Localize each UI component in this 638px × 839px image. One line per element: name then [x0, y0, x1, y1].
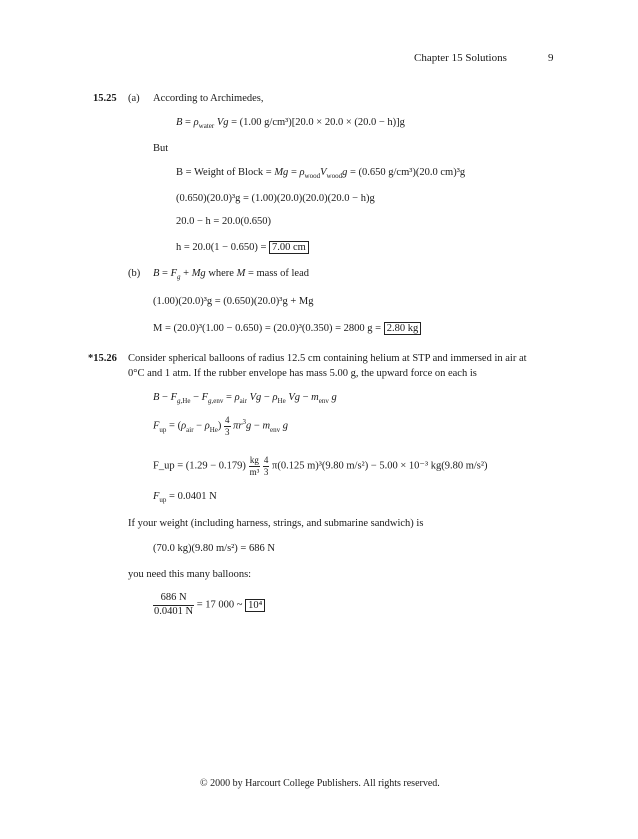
answer-box: 10⁴	[245, 599, 265, 612]
equation-rhs: (0.650 g/cm³)(20.0 cm)³g	[358, 167, 466, 178]
part-a-label: (a)	[128, 93, 140, 104]
balloon-count-value: = 17 000 ~	[196, 599, 243, 611]
problem-text-line1: Consider spherical balloons of radius 12.5 cm containing helium at STP and immersed in air at	[128, 353, 527, 364]
balloon-count-equation	[153, 592, 265, 618]
chapter-title: Chapter 15 Solutions	[414, 52, 507, 64]
buoyant-force-equation: $B = \rho_{water}$ Vg = (1.00 g/cm³)[20.0 × 20.0 × (20.0 − h)]g	[176, 117, 405, 131]
four-thirds-fraction: $\frac{4}{3}$	[263, 455, 269, 477]
force-ratio-fraction: $\frac{686 N}{0.0401 N}$	[154, 592, 194, 617]
copyright-footer: © 2000 by Harcourt College Publishers. All rights reserved.	[200, 778, 440, 789]
depth-result	[176, 242, 309, 255]
depth-expression: h = 20.0(1 − 0.650) =	[176, 242, 267, 253]
upward-force-equation: $B - F_{g,He} - F_{g,env} = \rho_{air}$ $Vg - \rho_{He}$ $Vg - m_{env}$ g	[153, 392, 337, 406]
lead-mass-result	[153, 323, 421, 336]
f-up-numeric	[153, 455, 488, 478]
answer-a-box: 7.00 cm	[269, 241, 309, 254]
weight-equation: (70.0 kg)(9.80 m/s²) = 686 N	[153, 543, 275, 554]
four-thirds-fraction: $\frac{4}{3}$	[225, 415, 230, 437]
equilibrium-equation: (0.650)(20.0)³g = (1.00)(20.0)(20.0)(20.0 − h)g	[176, 193, 375, 204]
equation-lhs: B = Weight of Block =	[176, 167, 272, 178]
f-up-tail: π(0.125 m)³(9.80 m/s²) − 5.00 × 10⁻³ kg(9.80 m/s²)	[272, 460, 488, 472]
page-number: 9	[548, 52, 554, 64]
problem-number: 15.25	[93, 93, 117, 104]
density-unit-fraction: $\frac{kg}{\text{m³}}$	[249, 455, 260, 477]
but-text: But	[153, 143, 169, 154]
problem-number: *15.26	[88, 353, 117, 364]
f-up-symbolic: $F_{up} = (\rho_{air} - \rho_{He})$ $\frac{4}{3}$ $\pi r^3g - m_{env}$ g	[153, 415, 289, 437]
part-b-label: (b)	[128, 268, 141, 279]
equation-rhs: (1.00 g/cm³)[20.0 × 20.0 × (20.0 − h)]g	[239, 117, 405, 128]
weight-statement: If your weight (including harness, strings, and submarine sandwich) is	[128, 518, 424, 529]
block-weight-equation: B = Weight of Block = $Mg = \rho_{wood}V_{wood}g = (0.650$ g/cm³)(20.0 cm)³g	[176, 167, 466, 181]
f-up-head: F_up = (1.29 − 0.179)	[153, 460, 246, 472]
archimedes-intro: According to Archimedes,	[153, 93, 264, 104]
lead-mass-statement: $B = F_g + Mg$ where M = mass of lead	[153, 268, 309, 282]
depth-equation: 20.0 − h = 20.0(0.650)	[176, 216, 271, 227]
answer-b-box: 2.80 kg	[384, 322, 422, 335]
lead-mass-expression: M = (20.0)³(1.00 − 0.650) = (20.0)³(0.350) = 2800 g =	[153, 323, 382, 334]
f-up-result: $F_{up} = 0.0401$ N	[153, 491, 217, 505]
balloon-need-statement: you need this many balloons:	[128, 569, 252, 580]
force-balance-equation: (1.00)(20.0)³g = (0.650)(20.0)³g + Mg	[153, 296, 314, 307]
problem-text-line2: 0°C and 1 atm. If the rubber envelope has mass 5.00 g, the upward force on each is	[128, 368, 477, 379]
